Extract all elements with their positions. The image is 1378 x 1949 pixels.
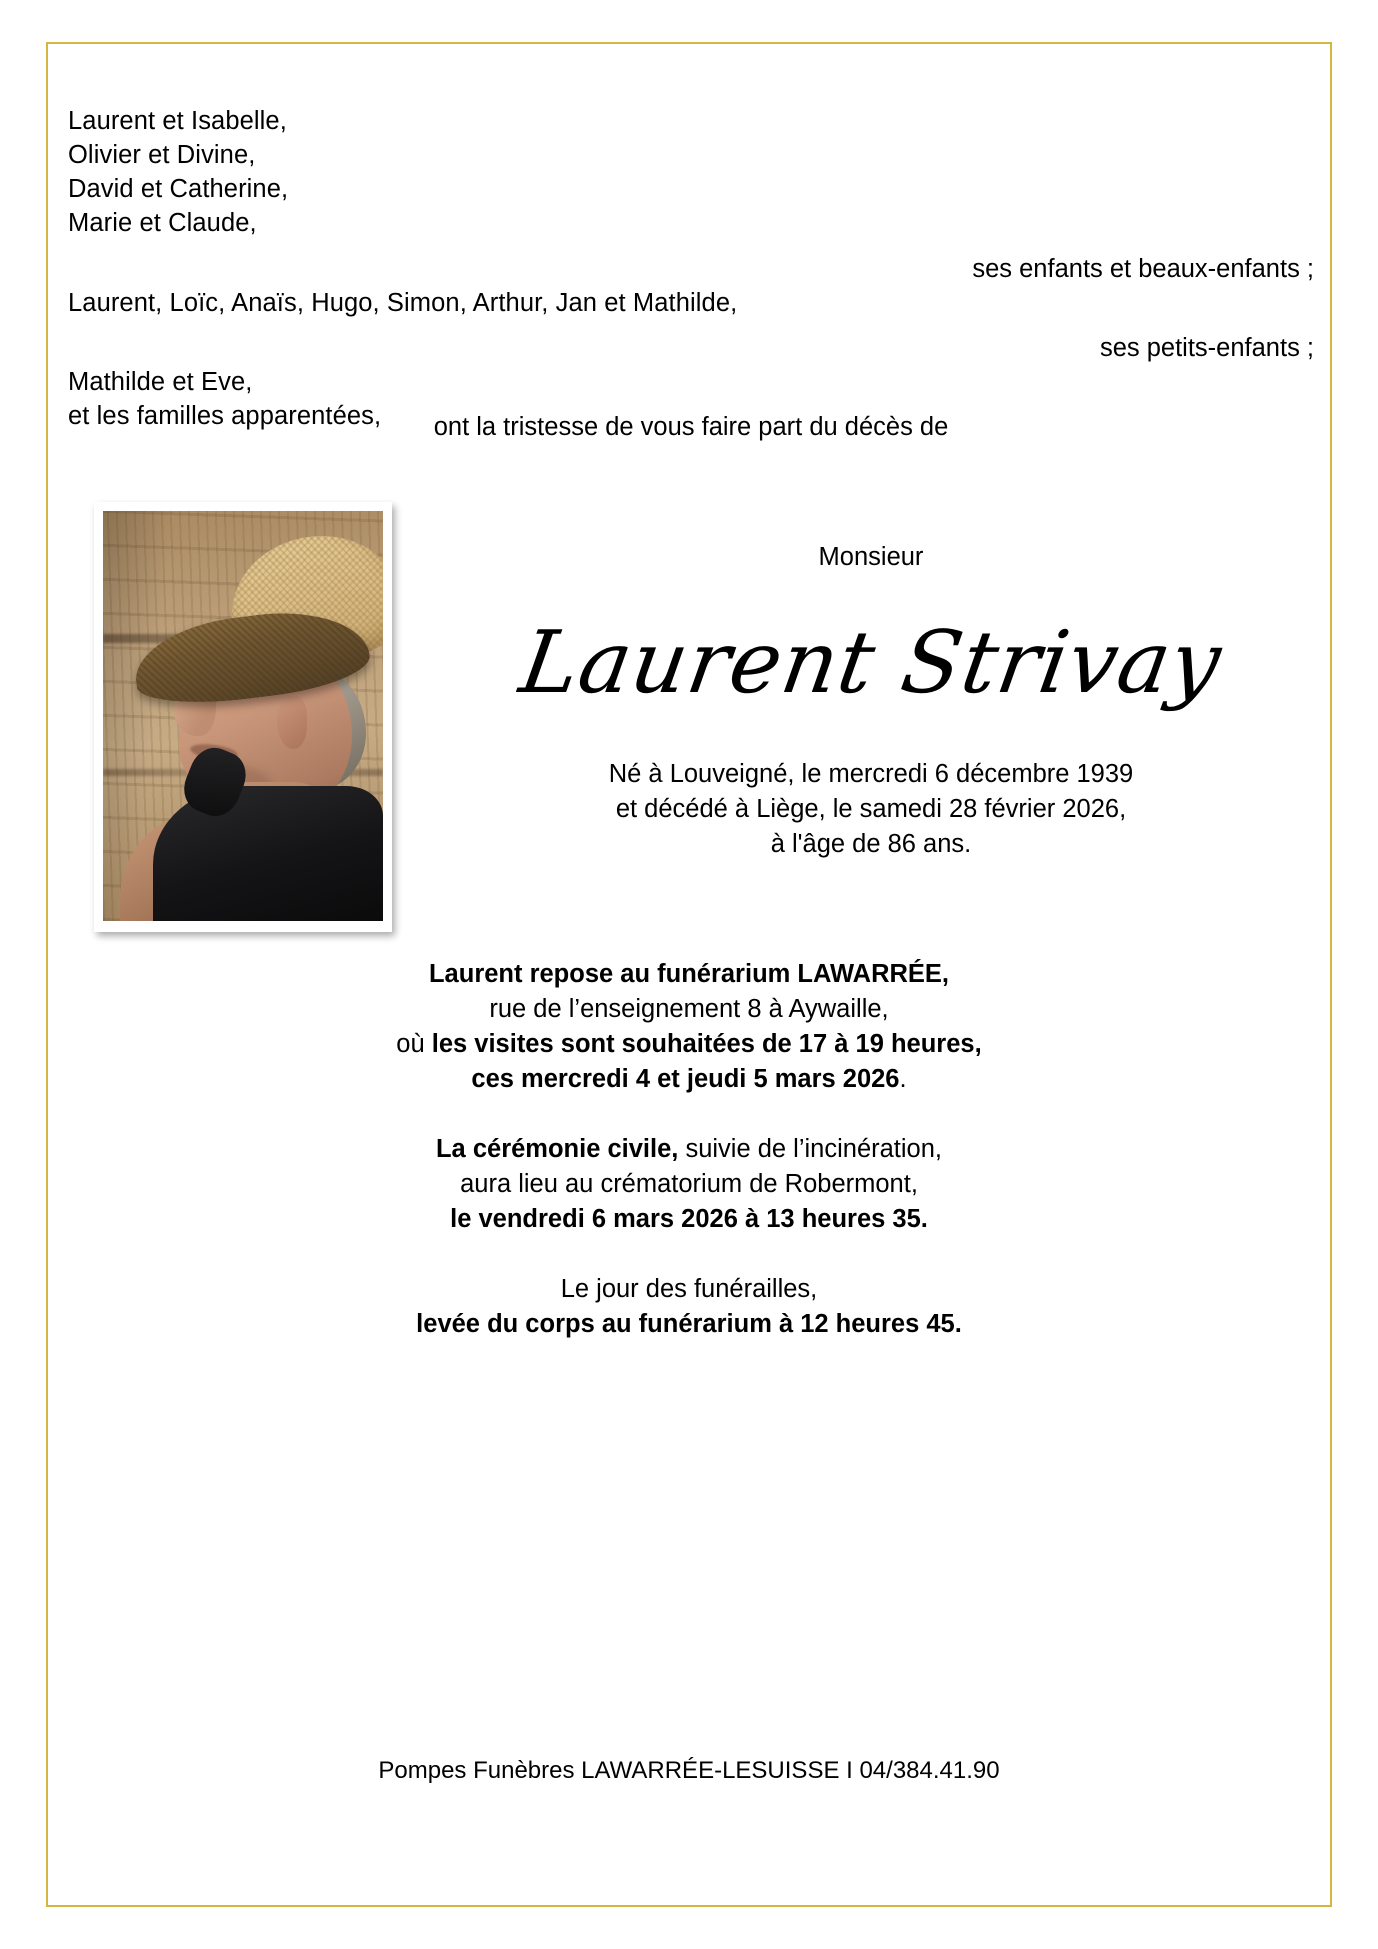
child-line: David et Catherine, [68, 175, 289, 203]
funeral-day-paragraph [64, 1272, 1314, 1342]
funeral-day-line: Le jour des funérailles, [560, 1275, 818, 1303]
levee-du-corps-line: levée du corps au funérarium à 12 heures 45. [416, 1310, 962, 1338]
age-line: à l'âge de 86 ans. [770, 830, 972, 858]
visit-prefix: où [396, 1030, 432, 1058]
black-tank-top [153, 786, 383, 921]
children-relation-label: ses enfants et beaux-enfants ; [972, 255, 1314, 283]
ear-shape [277, 696, 308, 749]
honorific-label: Monsieur [818, 543, 924, 571]
birth-death-block [446, 757, 1296, 862]
birth-line: Né à Louveigné, le mercredi 6 décembre 1939 [608, 760, 1134, 788]
death-line: et décédé à Liège, le samedi 28 février 2026, [615, 795, 1127, 823]
family-block [68, 104, 1314, 433]
child-line: Marie et Claude, [68, 209, 257, 237]
ceremony-headline [64, 1132, 1314, 1167]
other-relative-line: Mathilde et Eve, [68, 368, 253, 396]
ceremony-datetime: le vendredi 6 mars 2026 à 13 heures 35. [450, 1205, 928, 1233]
ceremony-type: La cérémonie civile, [435, 1135, 679, 1163]
deceased-name: Laurent Strivay [513, 613, 1229, 713]
related-families-line: et les familles apparentées, [68, 402, 382, 430]
visit-days-period: . [899, 1065, 907, 1093]
spacer [64, 1237, 1314, 1272]
visit-days: ces mercredi 4 et jeudi 5 mars 2026 [471, 1065, 900, 1093]
ceremony-paragraph [64, 1132, 1314, 1237]
spacer [64, 1097, 1314, 1132]
repose-paragraph [64, 957, 1314, 1097]
visit-hours-line [64, 1027, 1314, 1062]
repose-address: rue de l’enseignement 8 à Aywaille, [489, 995, 889, 1023]
grandchildren-line: Laurent, Loïc, Anaïs, Hugo, Simon, Arthur, Jan et Mathilde, [68, 289, 738, 317]
child-line: Olivier et Divine, [68, 141, 256, 169]
announcement-text: ont la tristesse de vous faire part du décès de [433, 413, 949, 441]
service-details-block [64, 957, 1314, 1342]
funeral-home-footer: Pompes Funèbres LAWARRÉE-LESUISSE I 04/384.41.90 [378, 1757, 1000, 1784]
child-line: Laurent et Isabelle, [68, 107, 287, 135]
repose-location: Laurent repose au funérarium LAWARRÉE, [428, 960, 949, 988]
visit-hours: les visites sont souhaitées de 17 à 19 heures, [431, 1030, 982, 1058]
spacer [68, 320, 1314, 331]
ceremony-detail: suivie de l’incinération, [678, 1135, 943, 1163]
grandchildren-relation-label: ses petits-enfants ; [1099, 334, 1314, 362]
ceremony-place: aura lieu au crématorium de Robermont, [460, 1170, 918, 1198]
portrait-photo [103, 511, 383, 921]
portrait-photo-frame [94, 502, 392, 932]
visit-days-line [64, 1062, 1314, 1097]
spacer [68, 240, 1314, 252]
card-content [46, 42, 1332, 1907]
